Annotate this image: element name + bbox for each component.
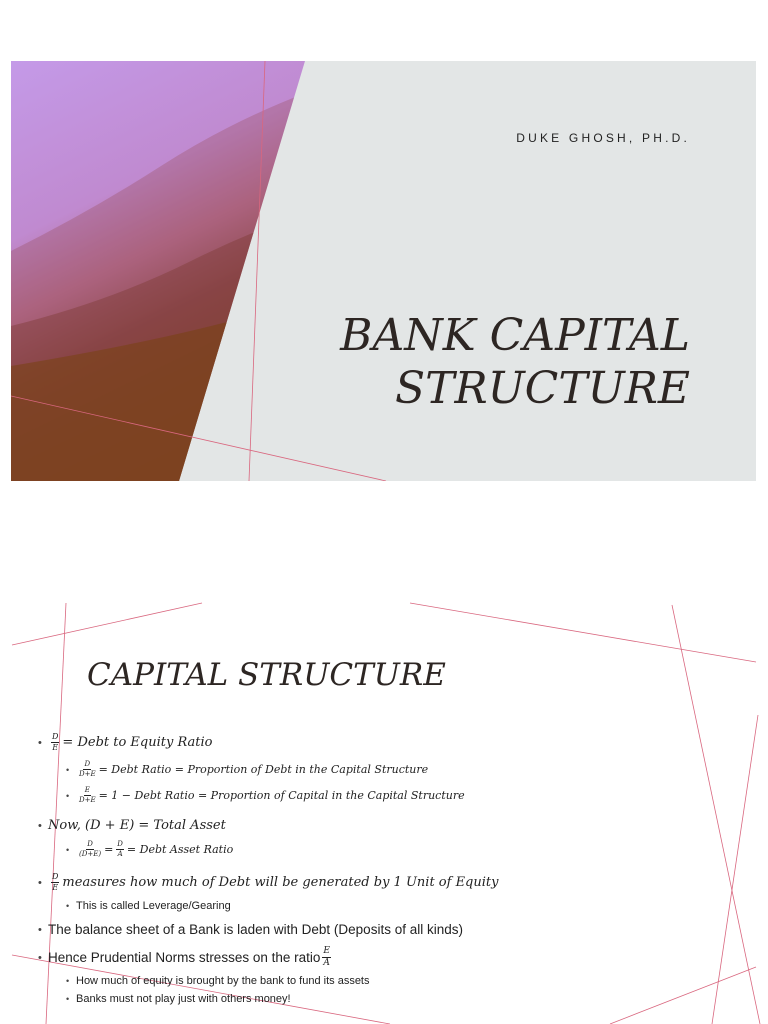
title-line-2: STRUCTURE bbox=[394, 363, 690, 414]
fraction: $\frac{D}{E}$ bbox=[52, 732, 59, 752]
bullet-balance-sheet: • The balance sheet of a Bank is laden with Debt (Deposits of all kinds) bbox=[38, 922, 463, 937]
fraction: $\frac{E}{A}$ bbox=[323, 946, 330, 968]
bullet-total-asset: • Now, (D + E) = Total Asset bbox=[38, 818, 226, 833]
bullet-others-money: • Banks must not play just with others money! bbox=[66, 993, 291, 1005]
author-name: DUKE GHOSH, PH.D. bbox=[516, 131, 690, 145]
bullet-capital-ratio: • $\frac{E}{D+E}$ = 1 − Debt Ratio = Proportion of Capital in the Capital Structure bbox=[66, 786, 465, 804]
bullet-debt-ratio: • $\frac{D}{D+E}$ = Debt Ratio = Proportion of Debt in the Capital Structure bbox=[66, 760, 429, 778]
slide-title: CAPITAL STRUCTURE bbox=[87, 657, 446, 693]
fraction: $\frac{D}{A}$ bbox=[117, 840, 123, 858]
content-slide bbox=[0, 595, 768, 1024]
bullet-leverage-measure: • $\frac{D}{E}$ measures how much of Debt will be generated by 1 Unit of Equity bbox=[38, 872, 499, 892]
bullet-leverage-gearing: • This is called Leverage/Gearing bbox=[66, 900, 231, 912]
title-line-1: BANK CAPITAL bbox=[340, 310, 690, 361]
title-slide bbox=[11, 61, 756, 481]
bullet-equity-funding: • How much of equity is brought by the bank to fund its assets bbox=[66, 975, 370, 987]
fraction: $\frac{D}{D+E}$ bbox=[79, 760, 96, 778]
slide-artwork bbox=[11, 61, 756, 481]
bullet-debt-asset-ratio: • $\frac{D}{(D+E)}$ = $\frac{D}{A}$ = Debt Asset Ratio bbox=[66, 840, 234, 858]
fraction: $\frac{E}{D+E}$ bbox=[79, 786, 96, 804]
bullet-debt-equity: • $\frac{D}{E}$ = Debt to Equity Ratio bbox=[38, 732, 213, 752]
fraction: $\frac{D}{(D+E)}$ bbox=[79, 840, 102, 858]
presentation-title bbox=[340, 309, 690, 415]
fraction: $\frac{D}{E}$ bbox=[52, 872, 59, 892]
bullet-prudential-norms: • Hence Prudential Norms stresses on the ratio $\frac{E}{A}$ bbox=[38, 946, 330, 968]
